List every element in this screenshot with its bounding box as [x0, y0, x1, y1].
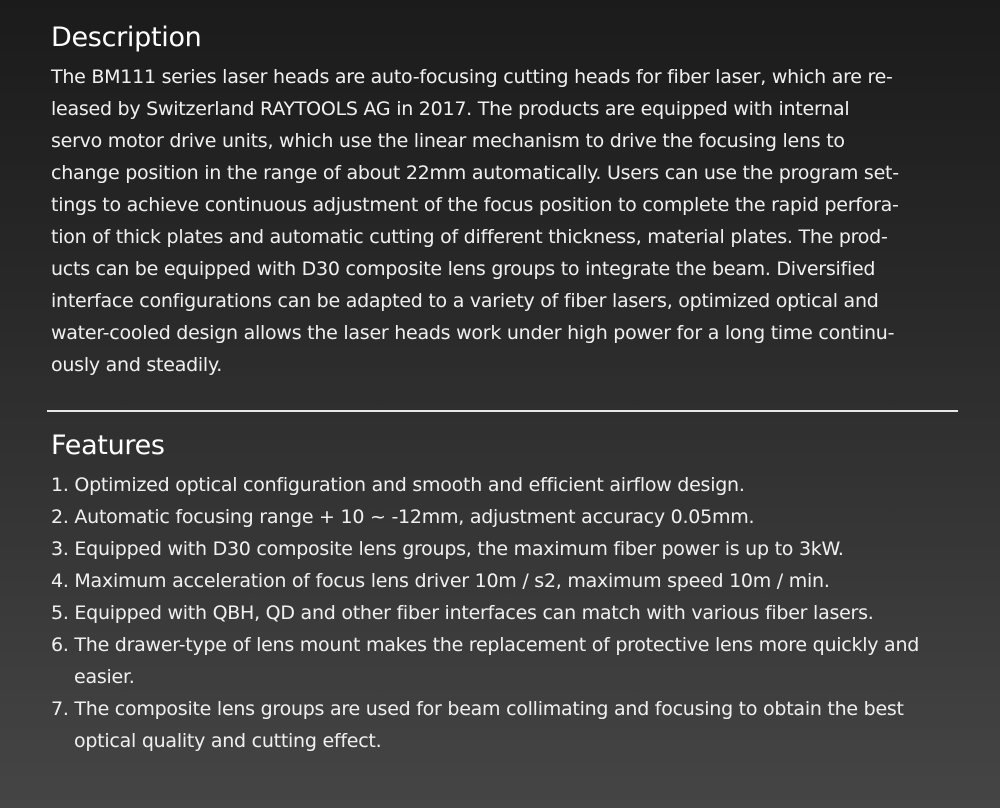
features-section [51, 430, 951, 757]
features-list [51, 469, 951, 757]
description-text [51, 61, 951, 381]
feature-item: 4. Maximum acceleration of focus lens driver 10m / s2, maximum speed 10m / min. [51, 570, 830, 592]
feature-item: 2. Automatic focusing range + 10 ~ -12mm, adjustment accuracy 0.05mm. [51, 506, 755, 528]
feature-item: 6. The drawer-type of lens mount makes the replacement of protective lens more quickly and easier. [51, 634, 920, 688]
description-line: ucts can be equipped with D30 composite lens groups to integrate the beam. Diversified [51, 258, 876, 280]
description-line: water-cooled design allows the laser heads work under high power for a long time continu- [51, 322, 895, 344]
description-line: servo motor drive units, which use the linear mechanism to drive the focusing lens to [51, 130, 845, 152]
description-line: tings to achieve continuous adjustment of the focus position to complete the rapid perfora- [51, 194, 899, 216]
feature-item: 3. Equipped with D30 composite lens groups, the maximum fiber power is up to 3kW. [51, 538, 844, 560]
description-line: ously and steadily. [51, 354, 223, 376]
description-line: interface configurations can be adapted to a variety of fiber lasers, optimized optical and [51, 290, 879, 312]
description-section [51, 22, 951, 381]
features-heading: Features [51, 430, 165, 461]
description-line: The BM111 series laser heads are auto-focusing cutting heads for fiber laser, which are re- [51, 66, 893, 88]
description-line: leased by Switzerland RAYTOOLS AG in 2017. The products are equipped with internal [51, 98, 850, 120]
description-heading: Description [51, 22, 202, 53]
feature-item: 1. Optimized optical configuration and smooth and efficient airflow design. [51, 474, 745, 496]
description-line: change position in the range of about 22mm automatically. Users can use the program set- [51, 162, 899, 184]
description-line: tion of thick plates and automatic cutting of different thickness, material plates. The prod- [51, 226, 888, 248]
feature-item: 7. The composite lens groups are used for beam collimating and focusing to obtain the best optical quality and cutting effect. [51, 698, 904, 752]
feature-item: 5. Equipped with QBH, QD and other fiber interfaces can match with various fiber lasers. [51, 602, 874, 624]
section-divider [47, 410, 958, 412]
